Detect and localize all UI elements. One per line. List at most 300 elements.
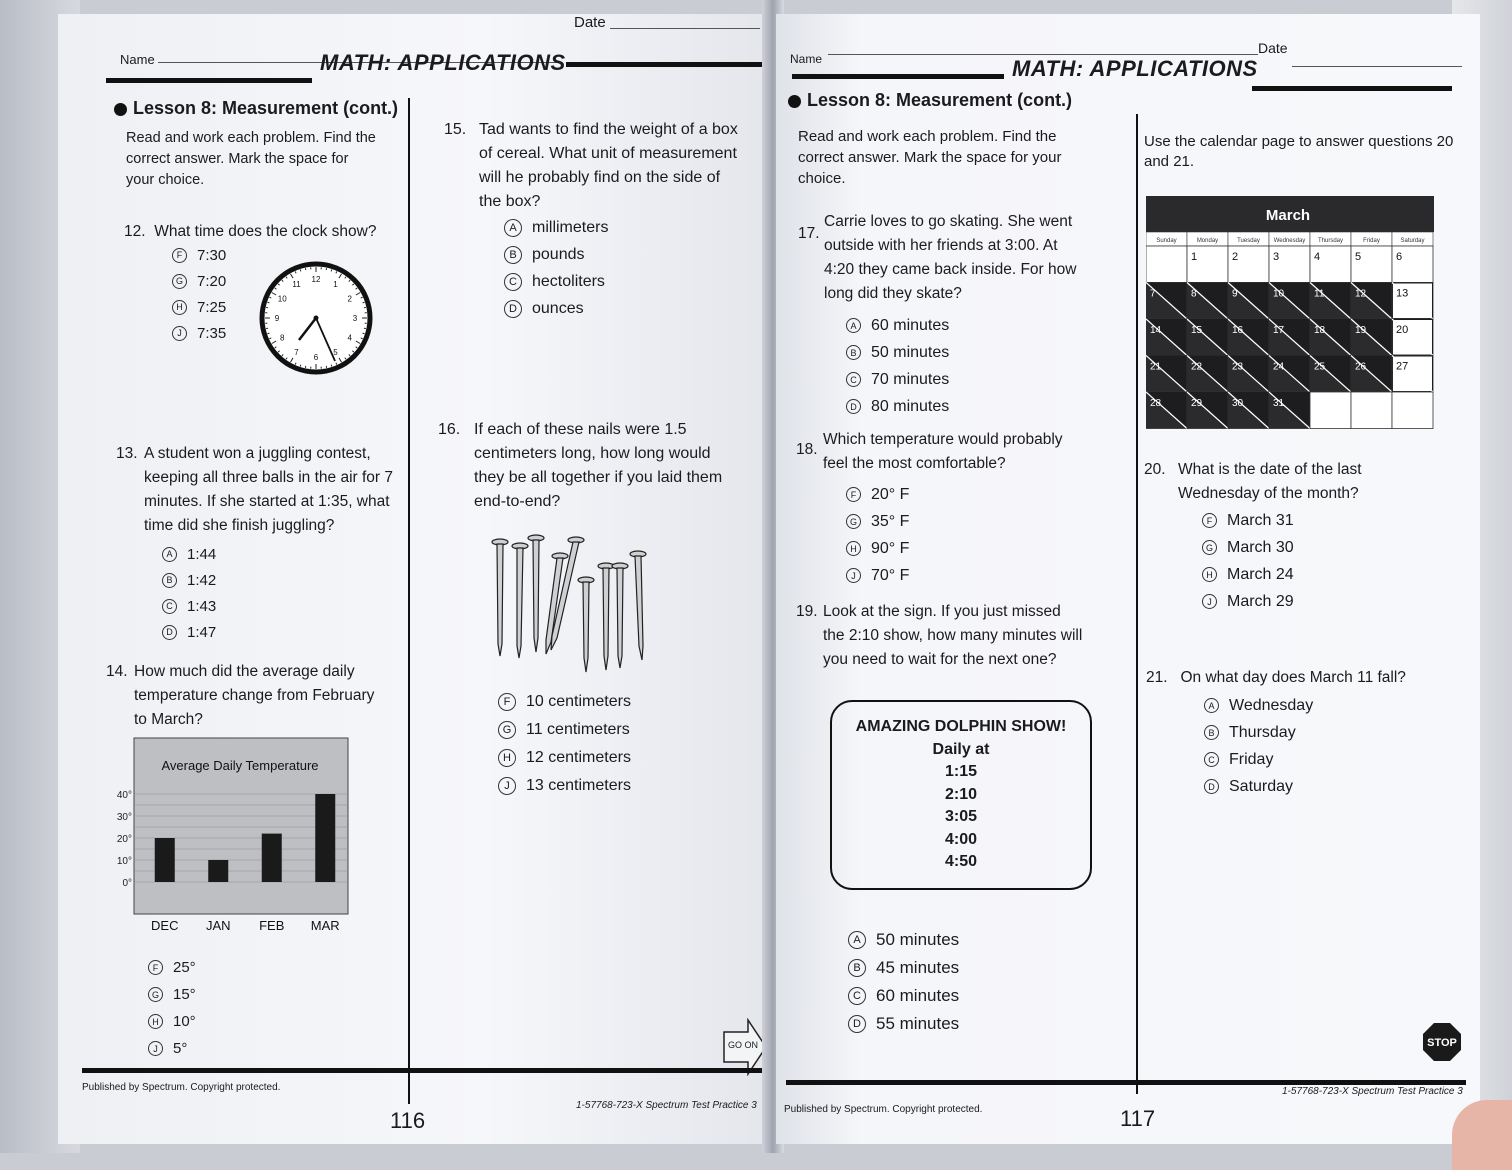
q13-option-a[interactable] [162, 541, 216, 567]
answer-bubble[interactable]: H [1202, 567, 1217, 582]
option-text: 10 centimeters [526, 693, 631, 711]
q17-line: Carrie loves to go skating. She went [824, 210, 1118, 234]
question-13 [116, 442, 416, 538]
bullet-icon [788, 95, 801, 108]
answer-bubble[interactable]: F [1202, 513, 1217, 528]
option-text: 50 minutes [876, 930, 959, 950]
footer-isbn: 1-57768-723-X Spectrum Test Practice 3 [576, 1100, 757, 1111]
clock-icon [258, 248, 374, 388]
q14-number: 14. [106, 660, 128, 684]
go-on-label: GO ON [728, 1040, 758, 1050]
q18-options [846, 481, 909, 589]
day-header-saturday: Saturday [1400, 238, 1424, 244]
clock-number: 8 [280, 334, 285, 343]
calendar-date: 7 [1150, 289, 1156, 300]
calendar-date: 1 [1191, 251, 1197, 263]
option-text: 45 minutes [876, 958, 959, 978]
clock-number: 9 [275, 314, 280, 323]
calendar-date: 24 [1273, 362, 1285, 373]
q13-option-d[interactable] [162, 619, 216, 645]
answer-bubble[interactable]: H [498, 749, 516, 767]
calendar-date: 4 [1314, 251, 1320, 263]
answer-bubble[interactable]: G [1202, 540, 1217, 555]
q20-option-j[interactable] [1202, 588, 1294, 615]
chart-title: Average Daily Temperature [161, 758, 318, 773]
option-text: ounces [532, 300, 584, 318]
option-text: 13 centimeters [526, 777, 631, 795]
q14-options [148, 954, 196, 1062]
q19-option-d[interactable] [848, 1010, 959, 1038]
answer-bubble[interactable]: H [172, 300, 187, 315]
q21-option-a[interactable] [1204, 692, 1313, 719]
q12-number: 12. [124, 223, 146, 240]
name-label: Name [120, 52, 155, 67]
option-text: Saturday [1229, 778, 1293, 796]
answer-bubble[interactable]: J [1202, 594, 1217, 609]
stop-sign-icon [1422, 1022, 1462, 1062]
nail-icon [598, 563, 614, 670]
day-header-wednesday: Wednesday [1274, 238, 1306, 244]
answer-bubble[interactable]: B [846, 345, 861, 360]
q16-option-h[interactable] [498, 744, 631, 772]
calendar-date: 8 [1191, 289, 1197, 300]
calendar-date: 18 [1314, 325, 1326, 336]
sign-time: 1:15 [832, 761, 1090, 784]
question-17 [798, 210, 1118, 306]
q18-option-g[interactable] [846, 508, 909, 535]
calendar-date: 10 [1273, 289, 1285, 300]
date-line [610, 28, 760, 29]
sign-time: 4:50 [832, 851, 1090, 874]
option-text: Wednesday [1229, 697, 1313, 715]
q18-option-h[interactable] [846, 535, 909, 562]
q17-option-b[interactable] [846, 339, 949, 366]
footer-rule [786, 1080, 1466, 1085]
q19-options [848, 926, 959, 1038]
date-label: Date [574, 14, 606, 31]
calendar-date: 26 [1355, 362, 1367, 373]
option-text: millimeters [532, 219, 608, 237]
q20-line: What is the date of the last [1178, 458, 1454, 482]
right-page [776, 14, 1480, 1144]
footer-publisher: Published by Spectrum. Copyright protected. [784, 1104, 982, 1115]
name-label: Name [790, 52, 822, 66]
q21-text: On what day does March 11 fall? [1180, 669, 1405, 686]
q13-options [162, 541, 216, 645]
calendar-date: 9 [1232, 289, 1238, 300]
q18-line: feel the most comfortable? [823, 452, 1116, 476]
q17-line: outside with her friends at 3:00. At [824, 234, 1118, 258]
clock-number: 6 [314, 353, 319, 362]
nail-icon [512, 543, 528, 658]
answer-bubble[interactable]: G [172, 274, 187, 289]
answer-bubble[interactable]: F [172, 248, 187, 263]
page-number: 116 [390, 1108, 425, 1134]
calendar-date: 16 [1232, 325, 1244, 336]
footer-rule [82, 1068, 762, 1073]
x-tick-label: MAR [311, 918, 340, 933]
calendar-date: 23 [1232, 362, 1244, 373]
q20-option-f[interactable] [1202, 507, 1294, 534]
calendar-date: 30 [1232, 398, 1244, 409]
bar-mar [315, 794, 335, 882]
clock-number: 4 [348, 334, 353, 343]
q16-number: 16. [438, 418, 460, 442]
nail-icon [578, 577, 594, 672]
option-text: 12 centimeters [526, 749, 631, 767]
q15-number: 15. [444, 118, 466, 142]
q15-option-c[interactable] [504, 268, 608, 295]
clock-number: 1 [333, 280, 338, 289]
calendar-instructions: Use the calendar page to answer questions 20 and 21. [1144, 132, 1454, 172]
page-title: MATH: APPLICATIONS [320, 50, 566, 76]
option-text: 1:47 [187, 624, 216, 641]
day-header-tuesday: Tuesday [1237, 238, 1260, 244]
answer-bubble[interactable]: A [504, 219, 522, 237]
calendar-date: 27 [1396, 361, 1408, 373]
answer-bubble[interactable]: D [162, 625, 177, 640]
option-text: 11 centimeters [526, 721, 630, 739]
x-tick-label: FEB [259, 918, 284, 933]
clock-number: 7 [294, 348, 299, 357]
option-text: Thursday [1229, 724, 1296, 742]
q17-line: long did they skate? [824, 282, 1118, 306]
option-text: 70 minutes [871, 371, 949, 389]
q12-option-j[interactable] [172, 320, 226, 346]
column-divider [1136, 114, 1138, 1094]
q17-option-d[interactable] [846, 393, 949, 420]
question-20 [1144, 458, 1454, 506]
q19-option-b[interactable] [848, 954, 959, 982]
q15-option-a[interactable] [504, 214, 608, 241]
q17-option-a[interactable] [846, 312, 949, 339]
option-text: 55 minutes [876, 1014, 959, 1034]
sign-time: 2:10 [832, 784, 1090, 807]
answer-bubble[interactable]: B [848, 959, 866, 977]
calendar-date: 28 [1150, 398, 1162, 409]
bullet-icon [114, 103, 127, 116]
calendar-date: 5 [1355, 251, 1361, 263]
q16-line: they be all together if you laid them [474, 466, 758, 490]
stop-label: STOP [1427, 1037, 1457, 1049]
x-tick-label: DEC [151, 918, 178, 933]
y-tick-label: 0° [122, 878, 132, 889]
answer-bubble[interactable]: H [846, 541, 861, 556]
nail-icon [612, 563, 628, 668]
option-text: 25° [173, 959, 196, 976]
option-text: 7:25 [197, 299, 226, 316]
calendar-date: 25 [1314, 362, 1326, 373]
header-rule-left [106, 78, 312, 83]
q19-number: 19. [796, 600, 818, 624]
option-text: hectoliters [532, 273, 605, 291]
q15-line: of cereal. What unit of measurement [479, 142, 764, 166]
header-rule-left [792, 74, 1004, 79]
y-tick-label: 10° [117, 856, 132, 867]
answer-bubble[interactable]: J [148, 1041, 163, 1056]
answer-bubble[interactable]: J [498, 777, 516, 795]
q16-option-j[interactable] [498, 772, 631, 800]
q21-options [1204, 692, 1313, 800]
option-text: 90° F [871, 540, 909, 558]
q20-line: Wednesday of the month? [1178, 482, 1454, 506]
calendar-date: 2 [1232, 251, 1238, 263]
day-header-sunday: Sunday [1156, 238, 1176, 244]
question-14 [106, 660, 406, 732]
answer-bubble[interactable]: J [172, 326, 187, 341]
calendar-cell [1146, 246, 1187, 283]
question-15 [444, 118, 764, 214]
option-text: 7:35 [197, 325, 226, 342]
answer-bubble[interactable]: C [848, 987, 866, 1005]
bar-dec [155, 838, 175, 882]
date-line [1292, 66, 1462, 67]
q15-options [504, 214, 608, 322]
option-text: Friday [1229, 751, 1273, 769]
answer-bubble[interactable]: F [148, 960, 163, 975]
y-tick-label: 20° [117, 834, 132, 845]
question-12 [124, 220, 376, 244]
q20-option-h[interactable] [1202, 561, 1294, 588]
option-text: March 31 [1227, 512, 1294, 530]
q20-number: 20. [1144, 458, 1166, 482]
page-number: 117 [1120, 1106, 1155, 1132]
answer-bubble[interactable]: A [848, 931, 866, 949]
answer-bubble[interactable]: A [1204, 698, 1219, 713]
date-label: Date [1258, 40, 1288, 56]
instructions: Read and work each problem. Find the correct answer. Mark the space for your choice. [126, 128, 376, 191]
option-text: 15° [173, 986, 196, 1003]
calendar-date: 31 [1273, 398, 1285, 409]
answer-bubble[interactable]: G [846, 514, 861, 529]
calendar-date: 12 [1355, 289, 1367, 300]
answer-bubble[interactable]: F [498, 693, 516, 711]
lesson-title: Lesson 8: Measurement (cont.) [133, 98, 398, 118]
answer-bubble[interactable]: A [162, 547, 177, 562]
option-text: March 30 [1227, 539, 1294, 557]
clock-number: 5 [333, 348, 338, 357]
header-rule-right [566, 62, 766, 67]
sign-subtitle: Daily at [832, 739, 1090, 762]
clock-number: 10 [278, 295, 287, 304]
q13-option-b[interactable] [162, 567, 216, 593]
question-18 [796, 428, 1116, 476]
q17-options [846, 312, 949, 420]
q18-number: 18. [796, 438, 818, 462]
option-text: 1:43 [187, 598, 216, 615]
calendar-date: 17 [1273, 325, 1285, 336]
option-text: 7:30 [197, 247, 226, 264]
answer-bubble[interactable]: C [504, 273, 522, 291]
answer-bubble[interactable]: G [498, 721, 516, 739]
q20-options [1202, 507, 1294, 615]
column-divider [408, 98, 410, 1104]
q17-number: 17. [798, 222, 820, 246]
option-text: 5° [173, 1040, 187, 1057]
day-header-friday: Friday [1363, 238, 1380, 244]
nail-icon [528, 535, 544, 652]
sign-time: 3:05 [832, 806, 1090, 829]
q16-line: If each of these nails were 1.5 [474, 418, 758, 442]
q16-option-f[interactable] [498, 688, 631, 716]
q13-line: minutes. If she started at 1:35, what [144, 490, 416, 514]
q12-option-f[interactable] [172, 242, 226, 268]
option-text: 60 minutes [871, 317, 949, 335]
option-text: 7:20 [197, 273, 226, 290]
option-text: 50 minutes [871, 344, 949, 362]
y-tick-label: 30° [117, 812, 132, 823]
answer-bubble[interactable]: D [848, 1015, 866, 1033]
option-text: 1:42 [187, 572, 216, 589]
q13-option-c[interactable] [162, 593, 216, 619]
q16-option-g[interactable] [498, 716, 631, 744]
q14-line: to March? [134, 708, 406, 732]
q16-line: end-to-end? [474, 490, 758, 514]
calendar-date: 22 [1191, 362, 1203, 373]
instructions: Read and work each problem. Find the correct answer. Mark the space for your choice. [798, 126, 1068, 189]
sign-time: 4:00 [832, 829, 1090, 852]
calendar-cell [1310, 392, 1351, 429]
answer-bubble[interactable]: D [1204, 779, 1219, 794]
q15-option-b[interactable] [504, 241, 608, 268]
q14-option-g[interactable] [148, 981, 196, 1008]
option-text: 35° F [871, 513, 909, 531]
q19-line: you need to wait for the next one? [823, 648, 1126, 672]
answer-bubble[interactable]: B [1204, 725, 1219, 740]
q16-line: centimeters long, how long would [474, 442, 758, 466]
bar-jan [208, 860, 228, 882]
lesson-heading [114, 98, 398, 119]
y-tick-label: 40° [117, 790, 132, 801]
q13-line: A student won a juggling contest, [144, 442, 416, 466]
option-text: March 24 [1227, 566, 1294, 584]
answer-bubble[interactable]: C [846, 372, 861, 387]
answer-bubble[interactable]: D [846, 399, 861, 414]
q18-option-f[interactable] [846, 481, 909, 508]
calendar-date: 21 [1150, 362, 1162, 373]
q18-line: Which temperature would probably [823, 428, 1116, 452]
q17-line: 4:20 they came back inside. For how [824, 258, 1118, 282]
answer-bubble[interactable]: B [504, 246, 522, 264]
calendar-cell [1392, 392, 1433, 429]
calendar-date: 29 [1191, 398, 1203, 409]
option-text: 70° F [871, 567, 909, 585]
q19-option-a[interactable] [848, 926, 959, 954]
q20-option-g[interactable] [1202, 534, 1294, 561]
q12-text: What time does the clock show? [154, 223, 376, 240]
calendar-date: 14 [1150, 325, 1162, 336]
option-text: 80 minutes [871, 398, 949, 416]
q19-line: the 2:10 show, how many minutes will [823, 624, 1126, 648]
clock-number: 11 [292, 280, 301, 289]
calendar-date: 20 [1396, 324, 1408, 336]
q18-option-j[interactable] [846, 562, 909, 589]
calendar-cell [1351, 392, 1392, 429]
q13-line: keeping all three balls in the air for 7 [144, 466, 416, 490]
clock-number: 3 [353, 314, 358, 323]
left-page [58, 14, 770, 1144]
q15-line: will he probably find on the side of [479, 166, 764, 190]
answer-bubble[interactable]: C [162, 599, 177, 614]
q13-line: time did she finish juggling? [144, 514, 416, 538]
q13-number: 13. [116, 442, 138, 466]
answer-bubble[interactable]: B [162, 573, 177, 588]
thumb [1452, 1100, 1512, 1170]
name-line [828, 54, 1258, 55]
q21-option-d[interactable] [1204, 773, 1313, 800]
q12-options [172, 242, 226, 346]
calendar-date: 11 [1314, 289, 1325, 300]
calendar-month: March [1266, 207, 1310, 224]
option-text: 20° F [871, 486, 909, 504]
nail-icon [492, 539, 508, 656]
calendar-date: 3 [1273, 251, 1279, 263]
sign-title: AMAZING DOLPHIN SHOW! [832, 716, 1090, 739]
q14-line: How much did the average daily [134, 660, 406, 684]
lesson-title: Lesson 8: Measurement (cont.) [807, 90, 1072, 110]
q14-option-f[interactable] [148, 954, 196, 981]
bar-feb [262, 834, 282, 882]
answer-bubble[interactable]: A [846, 318, 861, 333]
q14-option-j[interactable] [148, 1035, 196, 1062]
temperature-bar-chart [100, 732, 360, 942]
q14-line: temperature change from February [134, 684, 406, 708]
option-text: pounds [532, 246, 585, 264]
q16-options [498, 688, 631, 800]
answer-bubble[interactable]: H [148, 1014, 163, 1029]
q15-line: Tad wants to find the weight of a box [479, 118, 764, 142]
answer-bubble[interactable]: F [846, 487, 861, 502]
q12-option-h[interactable] [172, 294, 226, 320]
calendar-date: 15 [1191, 325, 1203, 336]
answer-bubble[interactable]: J [846, 568, 861, 583]
q17-option-c[interactable] [846, 366, 949, 393]
dolphin-show-sign [830, 700, 1092, 890]
option-text: 60 minutes [876, 986, 959, 1006]
x-tick-label: JAN [206, 918, 231, 933]
q21-option-c[interactable] [1204, 746, 1313, 773]
header-rule-right [1252, 86, 1452, 91]
calendar-date: 19 [1355, 325, 1367, 336]
nails-illustration [488, 534, 658, 679]
question-19 [796, 600, 1126, 672]
answer-bubble[interactable]: C [1204, 752, 1219, 767]
q21-number: 21. [1146, 669, 1168, 686]
q14-option-h[interactable] [148, 1008, 196, 1035]
option-text: 1:44 [187, 546, 216, 563]
clock-number: 12 [312, 275, 321, 284]
clock-number: 2 [348, 295, 353, 304]
q21-option-b[interactable] [1204, 719, 1313, 746]
option-text: 10° [173, 1013, 196, 1030]
answer-bubble[interactable]: G [148, 987, 163, 1002]
day-header-thursday: Thursday [1318, 238, 1343, 244]
q12-option-g[interactable] [172, 268, 226, 294]
footer-publisher: Published by Spectrum. Copyright protected. [82, 1082, 280, 1093]
q19-option-c[interactable] [848, 982, 959, 1010]
question-16 [438, 418, 758, 514]
nail-icon [630, 551, 646, 660]
page-title: MATH: APPLICATIONS [1012, 56, 1258, 82]
q15-option-d[interactable] [504, 295, 608, 322]
day-header-monday: Monday [1197, 238, 1218, 244]
q19-line: Look at the sign. If you just missed [823, 600, 1126, 624]
footer-isbn: 1-57768-723-X Spectrum Test Practice 3 [1282, 1086, 1463, 1097]
lesson-heading [788, 90, 1072, 111]
q15-line: the box? [479, 190, 764, 214]
answer-bubble[interactable]: D [504, 300, 522, 318]
march-calendar [1146, 196, 1436, 432]
